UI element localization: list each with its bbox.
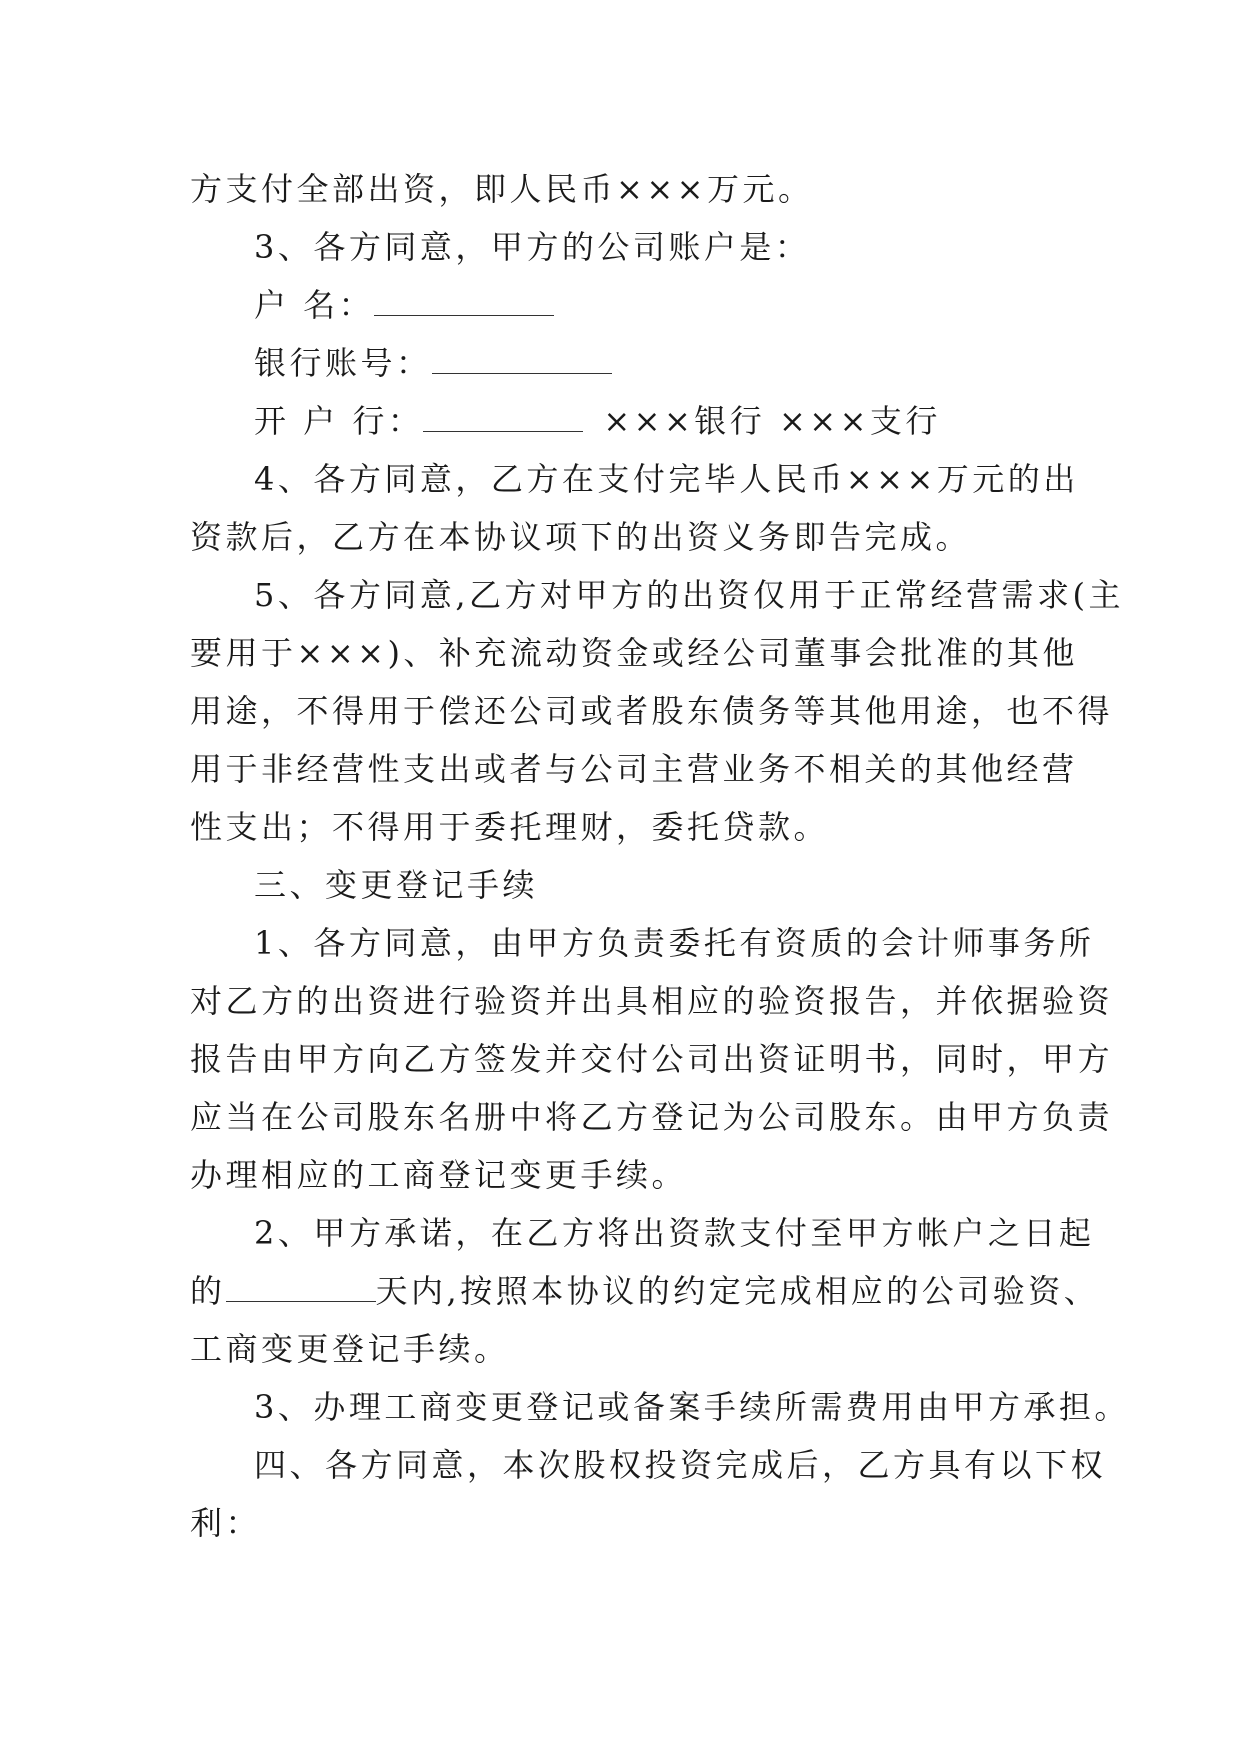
- text-line: 1、各方同意，由甲方负责委托有资质的会计师事务所: [254, 924, 1095, 962]
- bank-account-line: 银行账号：: [190, 334, 1070, 392]
- days-blank: [226, 1275, 376, 1302]
- text-line: 要用于×××)、补充流动资金或经公司董事会批准的其他: [190, 634, 1078, 672]
- text-line: 5、各方同意,乙方对甲方的出资仅用于正常经营需求(主: [254, 576, 1125, 614]
- account-name-line: 户 名：: [190, 276, 1070, 334]
- text-line: 办理相应的工商登记变更手续。: [190, 1156, 688, 1194]
- text-line: 报告由甲方向乙方签发并交付公司出资证明书，同时，甲方: [190, 1040, 1114, 1078]
- section-heading: 四、各方同意，本次股权投资完成后，乙方具有以下权: [254, 1446, 1107, 1484]
- section-heading: 三、变更登记手续: [254, 866, 539, 904]
- text-line: 2、甲方承诺，在乙方将出资款支付至甲方帐户之日起: [254, 1214, 1095, 1252]
- text-line: 3、办理工商变更登记或备案手续所需费用由甲方承担。: [254, 1388, 1130, 1426]
- days-line: 的 天内,按照本协议的约定完成相应的公司验资、: [190, 1272, 1100, 1310]
- text-line: 应当在公司股东名册中将乙方登记为公司股东。由甲方负责: [190, 1098, 1114, 1136]
- text-line: 资款后，乙方在本协议项下的出资义务即告完成。: [190, 518, 972, 556]
- text-line: 工商变更登记手续。: [190, 1330, 510, 1368]
- opening-bank-blank: [423, 405, 583, 432]
- text-line: 利：: [190, 1504, 262, 1542]
- bank-account-blank: [432, 347, 612, 374]
- clause-3-heading: 3、各方同意，甲方的公司账户是：: [254, 228, 811, 266]
- text-line: 用于非经营性支出或者与公司主营业务不相关的其他经营: [190, 750, 1078, 788]
- text-line: 对乙方的出资进行验资并出具相应的验资报告，并依据验资: [190, 982, 1114, 1020]
- text-line: 4、各方同意，乙方在支付完毕人民币×××万元的出: [254, 460, 1079, 498]
- text-line: 用途，不得用于偿还公司或者股东债务等其他用途，也不得: [190, 692, 1114, 730]
- document-body: [190, 160, 1130, 1552]
- text-line: 性支出；不得用于委托理财，委托贷款。: [190, 808, 830, 846]
- text-line: 方支付全部出资，即人民币×××万元。: [190, 170, 814, 208]
- account-name-blank: [374, 289, 554, 316]
- opening-bank-line: 开 户 行： ×××银行 ×××支行: [254, 402, 941, 440]
